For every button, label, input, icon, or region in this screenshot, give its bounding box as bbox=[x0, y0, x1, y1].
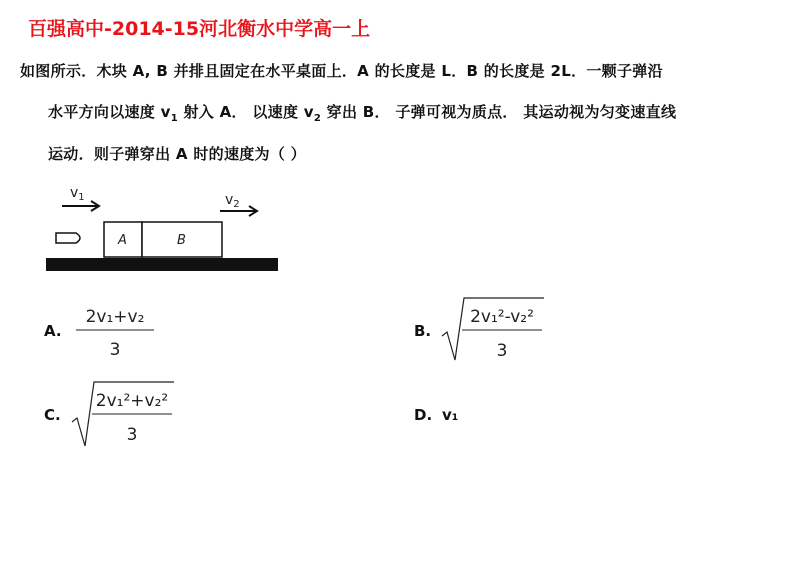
question-text: 射入 A． 以速度 v bbox=[183, 103, 314, 121]
question-line-2 bbox=[48, 101, 676, 124]
option-b-denominator: 3 bbox=[496, 341, 508, 361]
option-a-label: A. bbox=[44, 322, 62, 340]
block-b-label: B bbox=[177, 233, 186, 248]
block-a-label: A bbox=[118, 233, 127, 248]
option-d-label: D. bbox=[414, 406, 433, 424]
subscript: 2 bbox=[313, 113, 322, 124]
v2-label: $v_2$ bbox=[225, 192, 240, 210]
option-c-numerator: 2v₁²+v₂² bbox=[95, 391, 169, 411]
bullet-blocks-diagram bbox=[44, 182, 284, 277]
bullet bbox=[56, 233, 80, 243]
table-surface bbox=[46, 258, 278, 271]
option-b-numerator: 2v₁²-v₂² bbox=[470, 307, 534, 327]
option-b-formula bbox=[438, 292, 548, 364]
question-line-1: 如图所示．木块 A, B 并排且固定在水平桌面上．A 的长度是 L．B 的长度是 2L．一颗子弹沿 bbox=[20, 62, 663, 80]
page-title: 百强高中-2014-15河北衡水中学高一上 bbox=[28, 18, 371, 40]
option-c-formula bbox=[68, 376, 178, 448]
v1-label: $v_1$ bbox=[70, 185, 85, 203]
question-text: 穿出 B． 子弹可视为质点． 其运动视为匀变速直线 bbox=[326, 103, 677, 121]
question-line-3: 运动．则子弹穿出 A 时的速度为（ ） bbox=[48, 145, 306, 163]
option-a-numerator: 2v₁+v₂ bbox=[85, 307, 145, 327]
option-b-label: B. bbox=[414, 322, 432, 340]
question-text: 水平方向以速度 v bbox=[48, 103, 171, 121]
option-d-value: v₁ bbox=[442, 406, 459, 424]
subscript: 1 bbox=[170, 113, 178, 124]
option-c-denominator: 3 bbox=[126, 425, 138, 445]
option-c-label: C. bbox=[44, 406, 61, 424]
option-a-formula bbox=[70, 300, 160, 362]
option-a-denominator: 3 bbox=[109, 340, 121, 360]
